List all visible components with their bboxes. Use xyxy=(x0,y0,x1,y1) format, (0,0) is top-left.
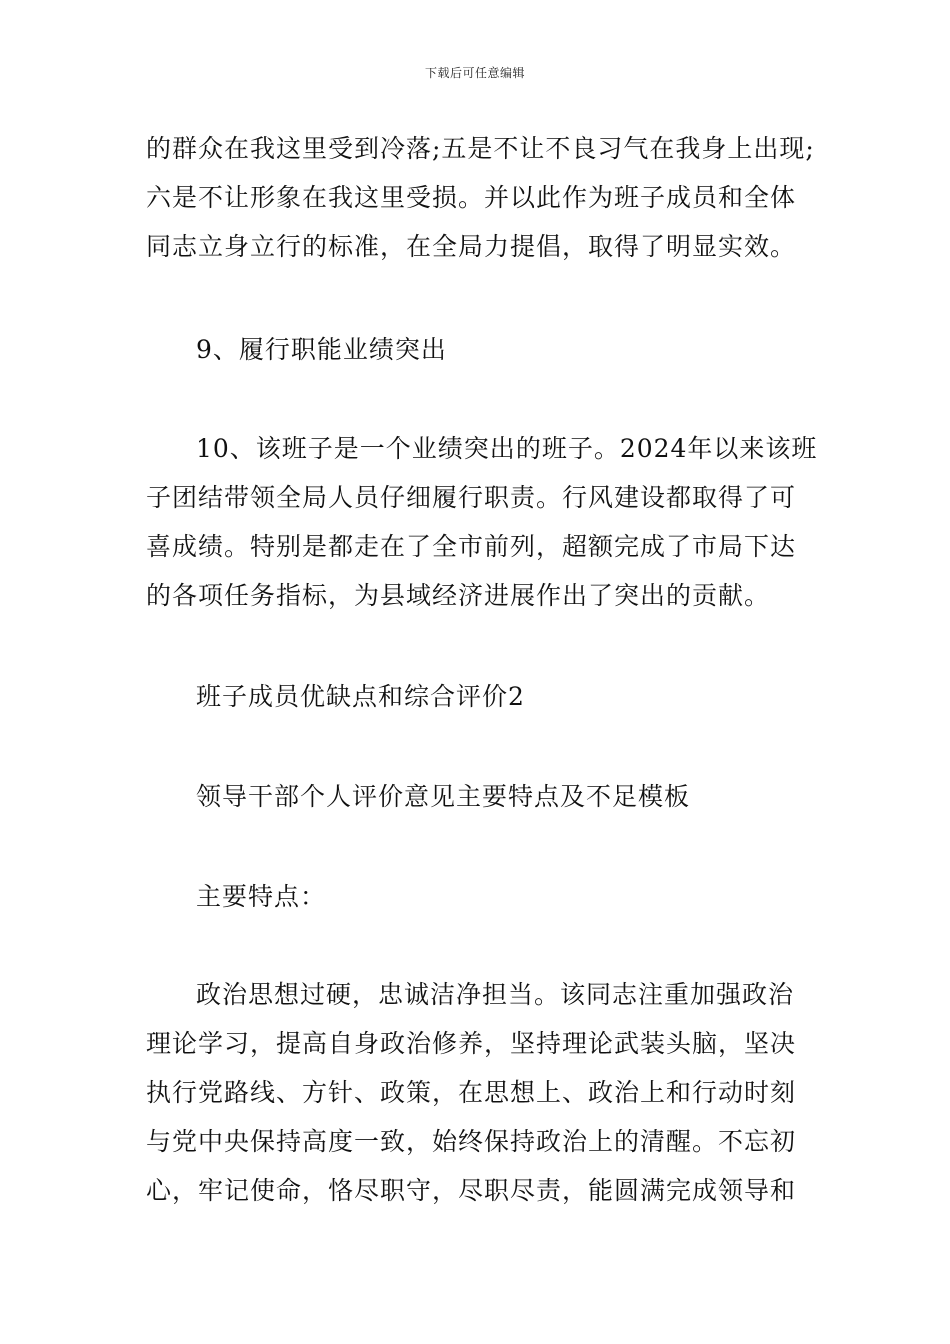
text-line: 班子成员优缺点和综合评价2 xyxy=(196,682,525,711)
text-line: 10、该班子是一个业绩突出的班子。2024年以来该班 xyxy=(196,434,818,463)
text-line: 的各项任务指标，为县域经济进展作出了突出的贡献。 xyxy=(146,581,771,610)
text-line: 政治思想过硬，忠诚洁净担当。该同志注重加强政治 xyxy=(196,980,795,1009)
paragraph-item-10 xyxy=(146,424,818,620)
text-line: 心，牢记使命，恪尽职守，尽职尽责，能圆满完成领导和 xyxy=(146,1176,797,1205)
text-line: 的群众在我这里受到冷落;五是不让不良习气在我身上出现; xyxy=(146,134,815,163)
text-line: 与党中央保持高度一致，始终保持政治上的清醒。不忘初 xyxy=(146,1127,797,1156)
section-heading-9 xyxy=(146,325,810,374)
text-line: 子团结带领全局人员仔细履行职责。行风建设都取得了可 xyxy=(146,483,797,512)
text-line: 领导干部个人评价意见主要特点及不足模板 xyxy=(196,782,691,811)
template-title xyxy=(146,772,810,821)
main-features-label xyxy=(146,872,810,921)
text-line: 理论学习，提高自身政治修养，坚持理论武装头脑，坚决 xyxy=(146,1029,797,1058)
text-line: 执行党路线、方针、政策，在思想上、政治上和行动时刻 xyxy=(146,1078,797,1107)
text-line: 喜成绩。特别是都走在了全市前列，超额完成了市局下达 xyxy=(146,532,797,561)
text-line: 主要特点： xyxy=(196,882,327,911)
paragraph-continuation xyxy=(146,124,815,271)
page-header: 下载后可任意编辑 xyxy=(424,66,525,80)
text-line: 9、履行职能业绩突出 xyxy=(196,335,447,364)
paragraph-political xyxy=(146,970,810,1215)
section-title xyxy=(146,672,810,721)
text-line: 六是不让形象在我这里受损。并以此作为班子成员和全体 xyxy=(146,183,797,212)
text-line: 同志立身立行的标准，在全局力提倡，取得了明显实效。 xyxy=(146,232,797,261)
